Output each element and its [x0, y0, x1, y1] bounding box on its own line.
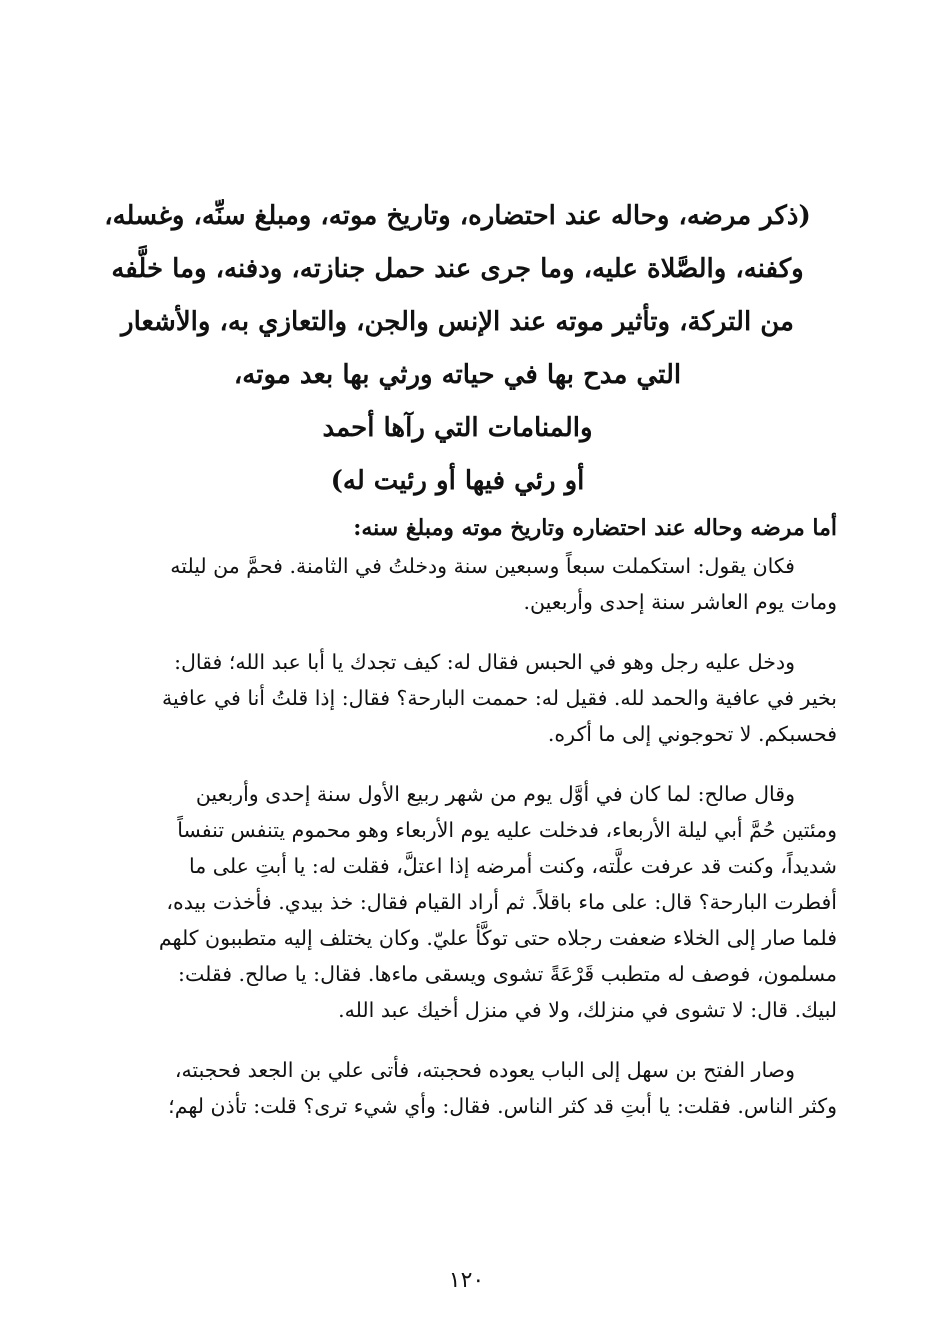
paragraph — [95, 644, 837, 752]
paragraph-line: شديداً، وكنت قد عرفت علَّته، وكنت أمرضه إذا اعتلَّ، فقلت له: يا أبتِ على ما — [189, 854, 837, 878]
paragraph-line: بخير في عافية والحمد لله. فقيل له: حممت البارحة؟ فقال: إذا قلتُ أنا في عافية — [161, 686, 837, 710]
paragraph — [95, 1052, 837, 1124]
heading-line: أو رئي فيها أو رئيت له) — [330, 466, 585, 496]
paragraph-line: فحسبكم. لا تحوجوني إلى ما أكره. — [547, 722, 837, 746]
paragraph — [95, 548, 837, 620]
chapter-heading — [95, 190, 820, 508]
heading-line: (ذكر مرضه، وحاله عند احتضاره، وتاريخ موته، ومبلغ سنِّه، وغسله، — [104, 201, 811, 231]
paragraph-line: فكان يقول: استكملت سبعاً وسبعين سنة ودخلتُ في الثامنة. فحمَّ من ليلته — [170, 554, 795, 578]
page-number: ١٢٠ — [448, 1268, 485, 1293]
paragraph-line: لبيك. قال: لا تشوى في منزلك، ولا في منزل أخيك عبد الله. — [338, 998, 837, 1022]
paragraph-line: وقال صالح: لما كان في أوَّل يوم من شهر ربيع الأول سنة إحدى وأربعين — [195, 782, 795, 806]
paragraph-line: ومات يوم العاشر سنة إحدى وأربعين. — [523, 590, 837, 614]
paragraph-line: مسلمون، فوصف له متطبب قَرْعَةً تشوى ويسقى ماءها. فقال: يا صالح. فقلت: — [178, 962, 837, 986]
heading-line: التي مدح بها في حياته ورثي بها بعد موته، — [233, 360, 682, 390]
heading-line: وكفنه، والصَّلاة عليه، وما جرى عند حمل جنازته، ودفنه، وما خلَّفه — [111, 254, 804, 284]
paragraph-line: وصار الفتح بن سهل إلى الباب يعوده فحجبته، فأتى علي بن الجعد فحجبته، — [174, 1058, 795, 1082]
heading-line: من التركة، وتأثير موته عند الإنس والجن، والتعازي به، والأشعار — [121, 307, 794, 337]
paragraph-line: ومئتين حُمَّ أبي ليلة الأربعاء، فدخلت عليه يوم الأربعاء وهو محموم يتنفس تنفساً — [177, 818, 837, 842]
paragraph-line: ودخل عليه رجل وهو في الحبس فقال له: كيف تجدك يا أبا عبد الله؛ فقال: — [174, 650, 795, 674]
heading-line: والمنامات التي رآها أحمد — [322, 413, 593, 443]
body-text — [95, 510, 837, 1148]
paragraph-line: فلما صار إلى الخلاء ضعفت رجلاه حتى توكَّأ عليّ. وكان يختلف إليه متطببون كلهم — [158, 926, 837, 950]
paragraph — [95, 776, 837, 1028]
section-title: أما مرضه وحاله عند احتضاره وتاريخ موته ومبلغ سنه: — [353, 515, 837, 541]
paragraph-line: وكثر الناس. فقلت: يا أبتِ قد كثر الناس. فقال: وأي شيء ترى؟ قلت: تأذن لهم؛ — [168, 1094, 837, 1118]
paragraph-line: أفطرت البارحة؟ قال: على ماء باقلاً. ثم أراد القيام فقال: خذ بيدي. فأخذت بيده، — [166, 890, 837, 914]
